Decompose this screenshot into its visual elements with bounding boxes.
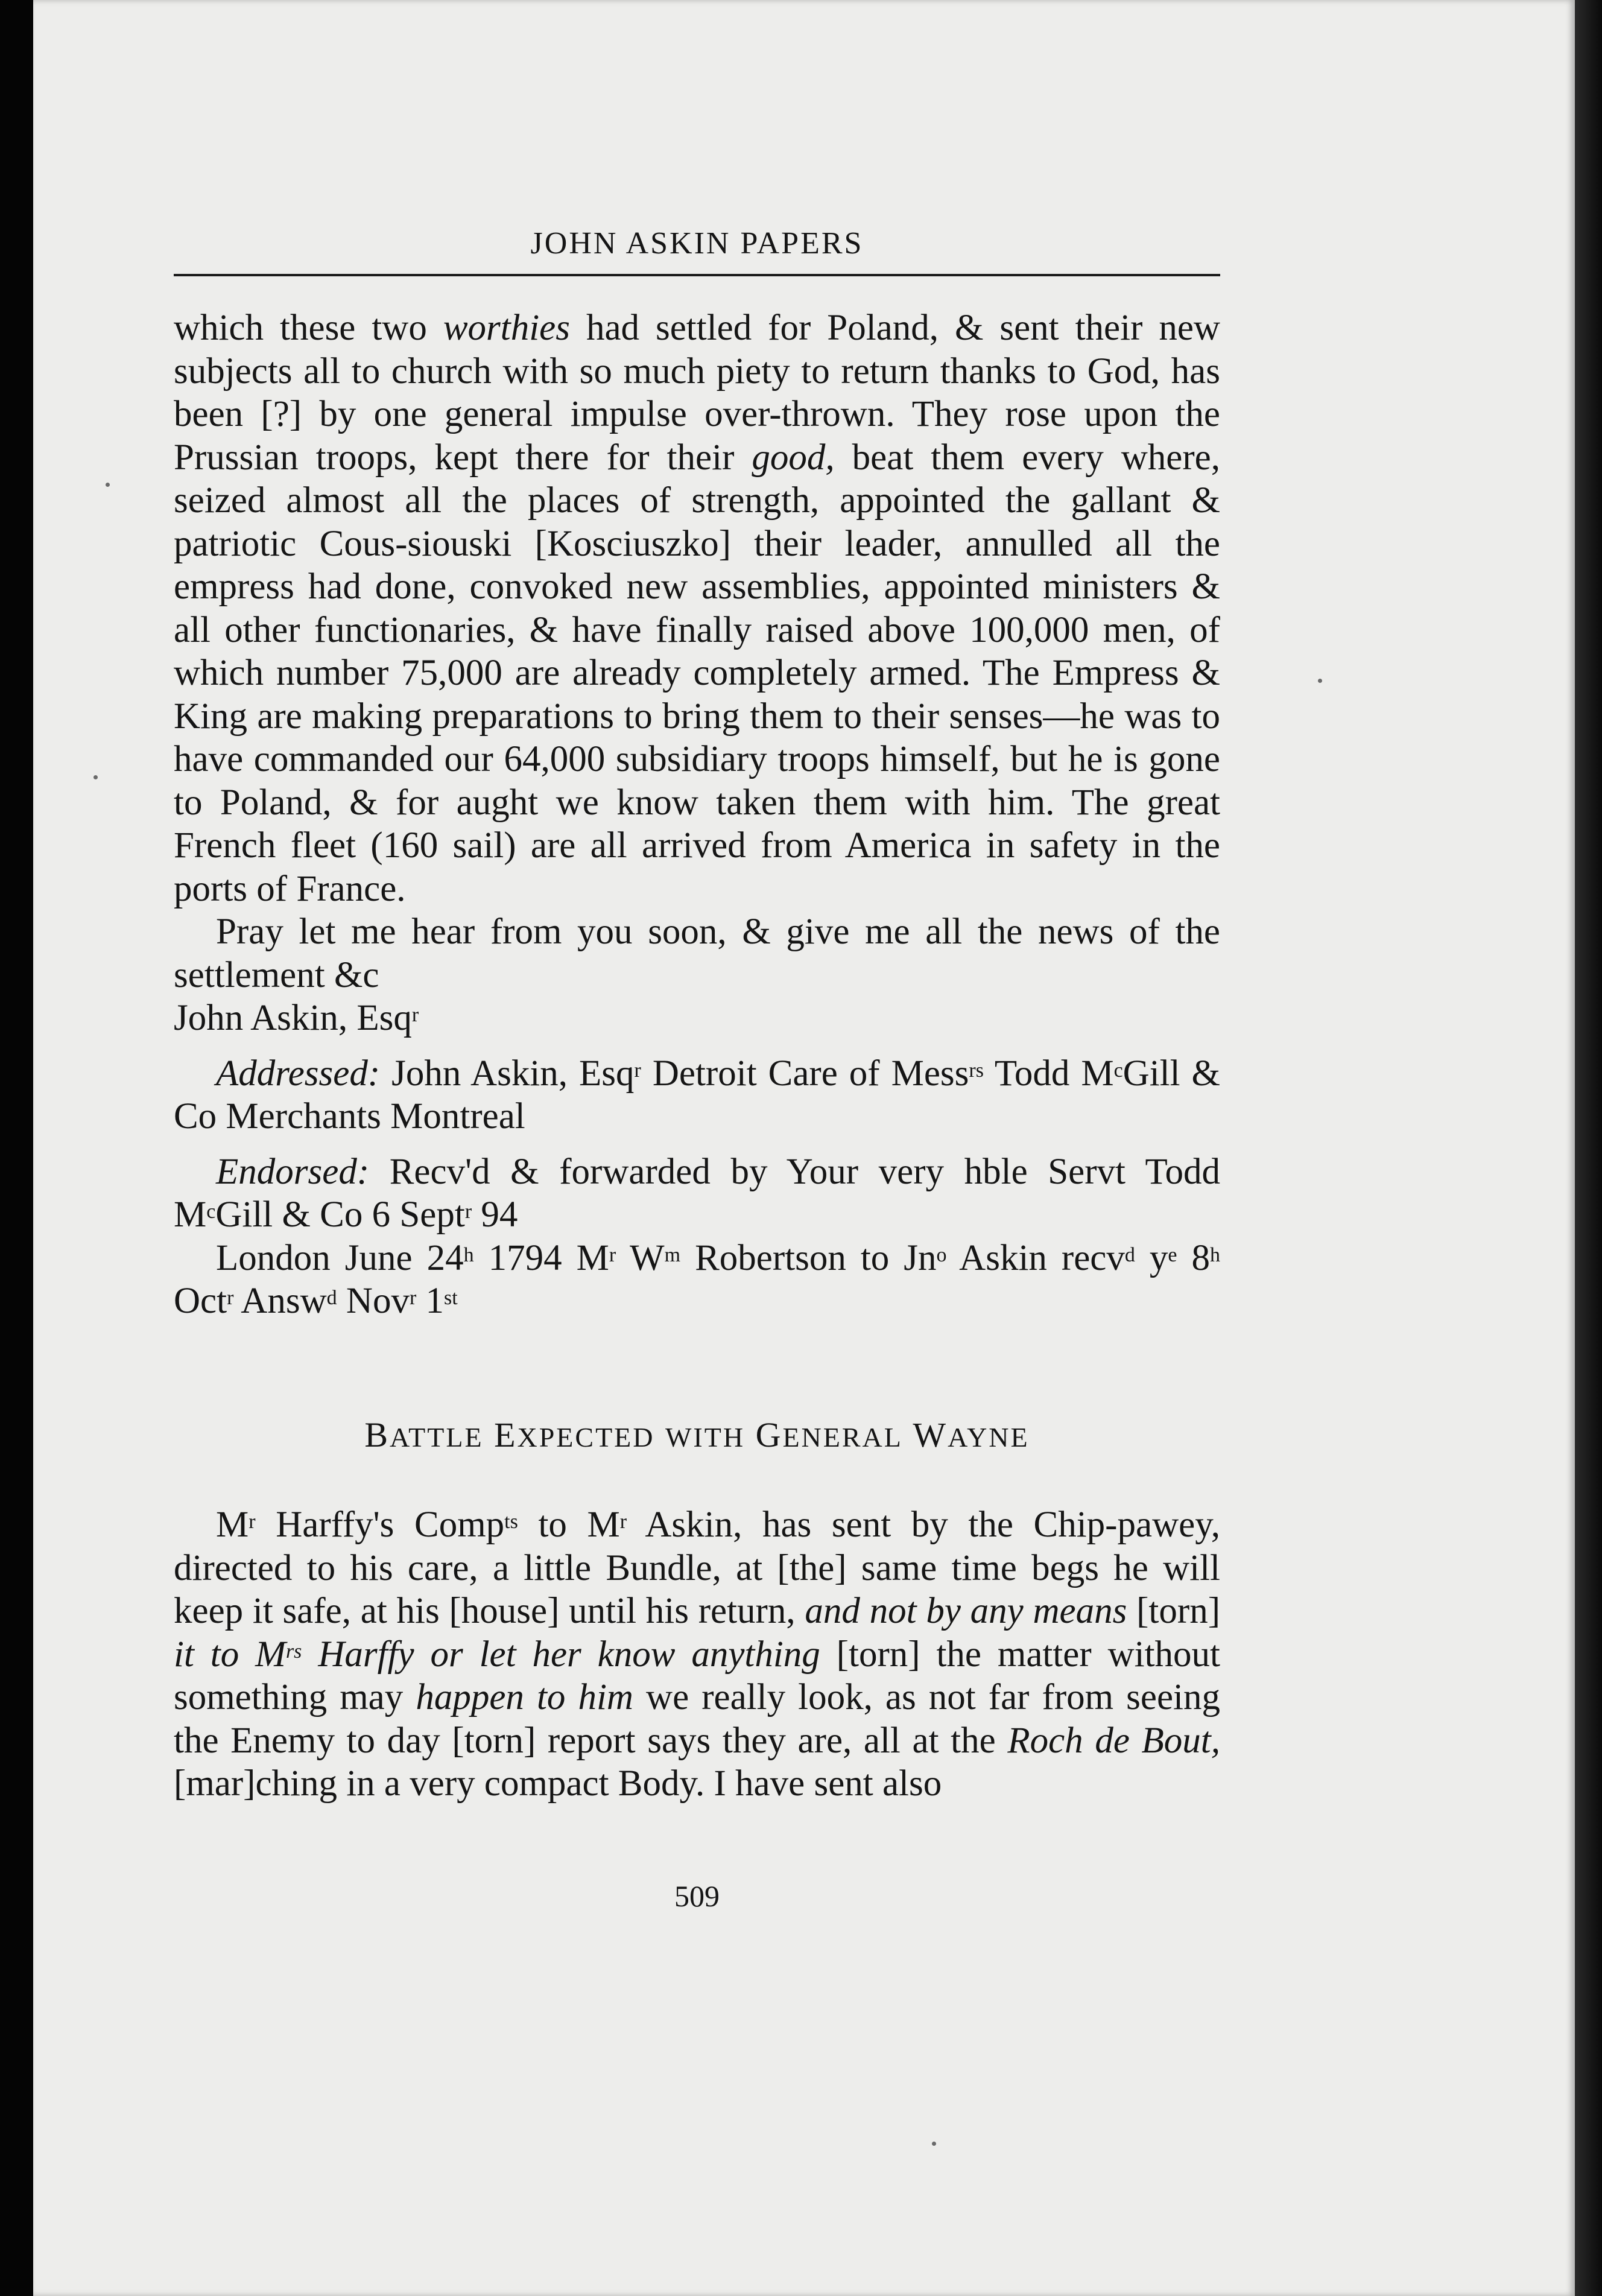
running-head: JOHN ASKIN PAPERS [530,226,864,261]
scan-speck [93,775,98,779]
page-sheet [33,0,1575,2296]
scan-left-edge [0,0,33,2296]
letter-closing-paragraph: Pray let me hear from you soon, & give me all the news of the settlement &c [174,912,1220,995]
page-number: 509 [674,1879,720,1913]
section-heading: BATTLE EXPECTED WITH GENERAL WAYNE [364,1415,1030,1454]
addressed-note: Addressed: John Askin, Esq$^r$ Detroit Care of Mess$^{rs}$ Todd $M^cGill$ & Co Merchants Montreal [174,1053,1220,1137]
endorsed-label: Endorsed: [216,1151,370,1192]
letter-paragraph: which these two worthies had settled for Poland, & sent their new subjects all to church with so much piety to return thanks to God, has been [?] by one general impulse over-thrown. They rose upon the Prussian troops, kept there for their good, beat them every where, seized almost all the places of strength, appointed the gallant & patriotic Cous-siouski [Kosciuszko] their leader, annulled all the empress had done, convoked new assemblies, appointed ministers & all other functionaries, & have finally raised above 100,000 men, of which number 75,000 are already completely armed. The Empress & King are making preparations to bring them to their senses—he was to have commanded our 64,000 subsidiary troops himself, but he is gone to Poland, & for aught we know taken them with him. The great French fleet (160 sail) are all arrived from America in safety in the ports of France. [174,308,1220,909]
letter-recipient: John Askin, Esq$^r$ [174,998,419,1038]
note-paragraph: $M^r$ Harffy's Comp$^{ts}$ to $M^r$ Askin, has sent by the Chip-pawey, directed to his care, a little Bundle, at [the] same time begs he will keep it safe, at his [house] until his return, and not by any means [torn] it to $M^{rs}$ Harffy or let her know anything [torn] the matter without something may happen to him we really look, as not far from seeing the Enemy to day [torn] report says they are, all at the Roch de Bout, [mar]ching in a very compact Body. I have sent also [174,1505,1221,1804]
scan-speck [1318,679,1322,683]
scan-speck [106,483,110,487]
scan-right-edge [1575,0,1602,2296]
header-rule [174,274,1220,276]
docket-note: London June 24$^h$ 1794 $M^r$ $W^m$ Robertson to Jn$^o$ Askin recv$^d$ $y^e$ 8$^h$ Oct$^r$ Answ$^d$ Nov$^r$ 1st [174,1237,1221,1321]
body-text [174,306,1220,1806]
endorsed-note: Endorsed: Recv'd & forwarded by Your very hble Servt Todd $M^cGill$ & Co 6 Sept$^r$ 94 [174,1151,1220,1235]
scan-speck [932,2142,936,2146]
addressed-label: Addressed: [216,1053,381,1094]
